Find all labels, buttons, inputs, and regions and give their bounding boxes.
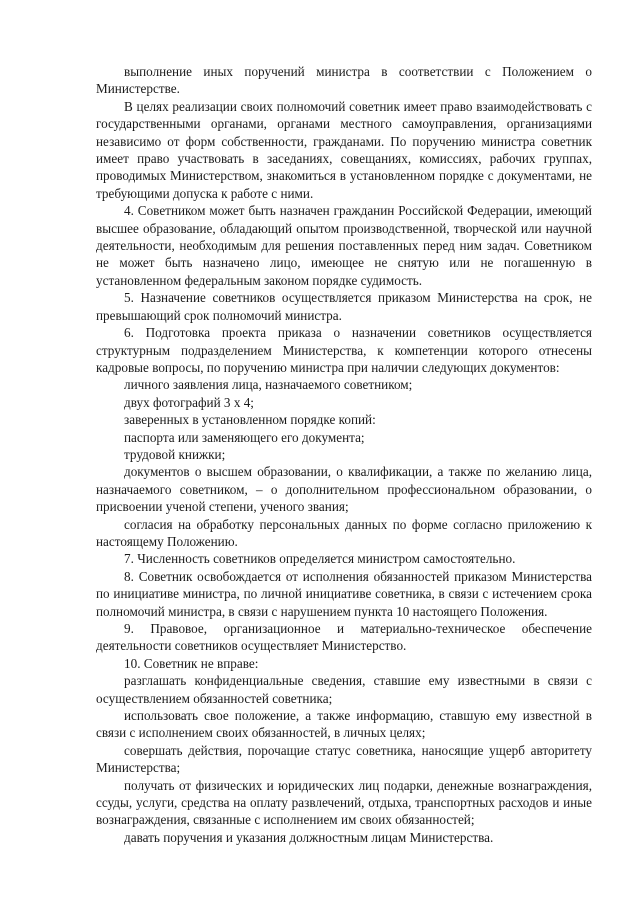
paragraph-10: 10. Советник не вправе: bbox=[124, 655, 259, 671]
paragraph-8: 8. Советник освобождается от исполнения обязанностей приказом Министерства по инициативе министра, по личной инициативе советника, в связи с истечением срока полномочий министра, в связи с нарушением пункта 10 настоящего Положения. bbox=[96, 568, 592, 619]
list-item: разглашать конфиденциальные сведения, ставшие ему известными в связи с осуществлением обязанностей советника; bbox=[96, 673, 592, 706]
paragraph-rights: В целях реализации своих полномочий советник имеет право взаимодействовать с государственными органами, органами местного самоуправления, организациями независимо от форм собственности, гражданами. По поручению министра советник имеет право участвовать в заседаниях, совещаниях, комиссиях, рабочих группах, проводимых Министерством, знакомиться в установленном порядке с документами, не требующими допуска к работе с ними. bbox=[96, 98, 592, 201]
list-item: согласия на обработку персональных данных по форме согласно приложению к настоящему Положению. bbox=[96, 516, 592, 549]
list-item: личного заявления лица, назначаемого советником; bbox=[124, 377, 413, 393]
list-item: использовать свое положение, а также информацию, ставшую ему известной в связи с исполнением своих обязанностей, в личных целях; bbox=[96, 708, 592, 741]
list-item: заверенных в установленном порядке копий: bbox=[124, 412, 376, 428]
paragraph-9: 9. Правовое, организационное и материально-техническое обеспечение деятельности советников осуществляет Министерство. bbox=[96, 621, 592, 654]
list-item: совершать действия, порочащие статус советника, наносящие ущерб авторитету Министерства; bbox=[96, 742, 592, 776]
paragraph-5: 5. Назначение советников осуществляется приказом Министерства на срок, не превышающий срок полномочий министра. bbox=[96, 290, 592, 323]
list-item: давать поручения и указания должностным лицам Министерства. bbox=[124, 829, 494, 845]
list-item: паспорта или заменяющего его документа; bbox=[124, 429, 365, 445]
paragraph-4: 4. Советником может быть назначен гражданин Российской Федерации, имеющий высшее образование, обладающий опытом производственной, творческой или научной деятельности, необходимым для решения поставленных перед ним задач. Советником не может быть назначено лицо, имеющее не снятую или не погашенную в установленном федеральным законом порядке судимость. bbox=[96, 203, 592, 288]
paragraph-6: 6. Подготовка проекта приказа о назначении советников осуществляется структурным подразделением Министерства, к компетенции которого отнесены кадровые вопросы, по поручению министра при наличии следующих документов: bbox=[96, 325, 592, 375]
list-item: трудовой книжки; bbox=[124, 446, 226, 462]
document-body bbox=[96, 63, 592, 846]
list-item: получать от физических и юридических лиц подарки, денежные вознаграждения, ссуды, услуги, средства на оплату развлечений, отдыха, транспортных расходов и иные вознаграждения, связанные с исполнением им своих обязанностей; bbox=[96, 777, 592, 828]
list-item: документов о высшем образовании, о квалификации, а также по желанию лица, назначаемого советником, – о дополнительном профессиональном образовании, о присвоении ученой степени, ученого звания; bbox=[96, 464, 592, 515]
list-item: двух фотографий 3 х 4; bbox=[124, 394, 254, 410]
paragraph-7: 7. Численность советников определяется министром самостоятельно. bbox=[124, 551, 516, 567]
paragraph-continuation: выполнение иных поручений министра в соответствии с Положением о Министерстве. bbox=[96, 64, 592, 97]
